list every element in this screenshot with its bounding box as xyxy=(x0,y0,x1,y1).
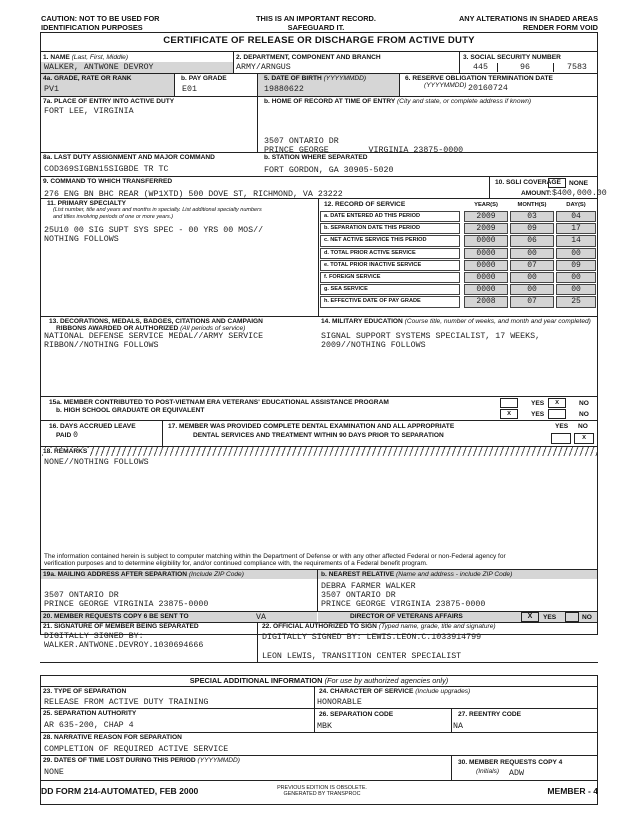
veap-yes-checkbox[interactable] xyxy=(500,398,518,408)
leave-label: 16. DAYS ACCRUED LEAVE xyxy=(49,423,136,430)
dental-no-label: NO xyxy=(578,423,588,430)
ssn-part-a: 445 xyxy=(473,63,488,72)
station-value: FORT GORDON, GA 30905-5020 xyxy=(264,166,394,175)
remarks-hatch xyxy=(41,447,597,456)
service-day-cell: 17 xyxy=(556,223,596,234)
service-day-cell: 09 xyxy=(556,260,596,271)
service-row-label: c. NET ACTIVE SERVICE THIS PERIOD xyxy=(320,235,460,246)
mailing-address-label: 19a. MAILING ADDRESS AFTER SEPARATION (Include ZIP Code) xyxy=(43,571,244,578)
service-row-label: f. FOREIGN SERVICE xyxy=(320,272,460,283)
caution-text: CAUTION: NOT TO BE USED FOR IDENTIFICATION PURPOSES xyxy=(41,14,160,32)
service-day-cell: 00 xyxy=(556,248,596,259)
copy-designation: MEMBER - 4 xyxy=(547,786,598,796)
entry-place-label: 7a. PLACE OF ENTRY INTO ACTIVE DUTY xyxy=(43,98,175,105)
service-day-cell: 14 xyxy=(556,235,596,246)
special-info-title: SPECIAL ADDITIONAL INFORMATION (For use by authorized agencies only) xyxy=(189,676,449,685)
ssn-part-b: 96 xyxy=(520,63,530,72)
service-month-cell: 06 xyxy=(510,235,554,246)
alterations-text: ANY ALTERATIONS IN SHADED AREAS RENDER FORM VOID xyxy=(458,14,598,32)
service-year-cell: 2008 xyxy=(464,296,508,307)
relative-line3: PRINCE GEORGE VIRGINIA 23875-0000 xyxy=(321,600,486,609)
copy6-yes-checkbox[interactable]: X xyxy=(521,612,539,622)
mailing-address-line2: PRINCE GEORGE VIRGINIA 23875-0000 xyxy=(44,600,209,609)
dental-yes-checkbox[interactable] xyxy=(551,433,571,444)
narrative-label: 28. NARRATIVE REASON FOR SEPARATION xyxy=(43,734,182,741)
reserve-label: 6. RESERVE OBLIGATION TERMINATION DATE xyxy=(405,75,553,82)
copy6-yes-label: YES xyxy=(543,614,557,621)
service-year-cell: 0000 xyxy=(464,260,508,271)
sep-code-value: MBK xyxy=(317,722,332,731)
service-year-cell: 0000 xyxy=(464,248,508,259)
remarks-value: NONE//NOTHING FOLLOWS xyxy=(44,458,149,467)
education-line2: 2009//NOTHING FOLLOWS xyxy=(321,341,426,350)
member-signature-label: 21. SIGNATURE OF MEMBER BEING SEPARATED xyxy=(43,623,199,630)
grade-label: 4a. GRADE, RATE OR RANK xyxy=(43,75,132,82)
ssn-part-c: 7583 xyxy=(567,63,587,72)
service-row-label: h. EFFECTIVE DATE OF PAY GRADE xyxy=(320,296,460,307)
official-line1: DIGITALLY SIGNED BY: LEWIS.LEON.C.1033914799 xyxy=(262,633,482,642)
reentry-value: NA xyxy=(453,722,463,731)
separation-type-value: RELEASE FROM ACTIVE DUTY TRAINING xyxy=(44,698,209,707)
copy4-hint: (Initials) xyxy=(476,768,500,775)
veap-no-label: NO xyxy=(579,400,589,407)
veap-no-checkbox[interactable]: X xyxy=(548,398,566,408)
record-of-service xyxy=(318,199,598,317)
time-lost-label: 29. DATES OF TIME LOST DURING THIS PERIOD (YYYYMMDD) xyxy=(43,757,240,764)
pay-grade-label: b. PAY GRADE xyxy=(181,75,227,82)
dental-yes-label: YES xyxy=(555,423,569,430)
record-of-service-title: 12. RECORD OF SERVICE xyxy=(324,201,406,208)
copy4-label: 30. MEMBER REQUESTS COPY 4 xyxy=(458,759,563,766)
service-row-label: e. TOTAL PRIOR INACTIVE SERVICE xyxy=(320,260,460,271)
official-label: 22. OFFICIAL AUTHORIZED TO SIGN (Typed name, grade, title and signature) xyxy=(262,623,496,630)
dental-no-checkbox[interactable]: X xyxy=(574,433,594,444)
copy6-value: VA xyxy=(256,613,266,622)
copy4-value: ADW xyxy=(509,769,524,778)
education-line1: SIGNAL SUPPORT SYSTEMS SPECIALIST, 17 WEEKS, xyxy=(321,332,541,341)
character-value: HONORABLE xyxy=(317,698,362,707)
specialty-line1: 25U10 00 SIG SUPT SYS SPEC - 00 YRS 00 MOS// xyxy=(44,226,264,235)
specialty-line2: NOTHING FOLLOWS xyxy=(44,235,119,244)
sep-code-label: 26. SEPARATION CODE xyxy=(319,711,394,718)
official-line2: LEON LEWIS, TRANSITION CENTER SPECIALIST xyxy=(262,652,462,661)
decorations-line1: NATIONAL DEFENSE SERVICE MEDAL//ARMY SERVICE xyxy=(44,332,264,341)
service-month-cell: 09 xyxy=(510,223,554,234)
service-year-cell: 2009 xyxy=(464,211,508,222)
education-label: 14. MILITARY EDUCATION (Course title, number of weeks, and month and year completed) xyxy=(321,318,591,325)
authority-value: AR 635-200, CHAP 4 xyxy=(44,721,134,730)
decorations-label: 13. DECORATIONS, MEDALS, BADGES, CITATIONS AND CAMPAIGN xyxy=(49,318,263,325)
service-row-label: d. TOTAL PRIOR ACTIVE SERVICE xyxy=(320,248,460,259)
service-month-cell: 07 xyxy=(510,260,554,271)
pay-grade-value: E01 xyxy=(182,85,197,94)
service-month-cell: 00 xyxy=(510,248,554,259)
department-label: 2. DEPARTMENT, COMPONENT AND BRANCH xyxy=(236,54,381,61)
time-lost-value: NONE xyxy=(44,768,64,777)
hs-yes-label: YES xyxy=(531,411,545,418)
sgli-none-checkbox[interactable] xyxy=(548,178,566,188)
grade-value: PV1 xyxy=(44,85,59,94)
reserve-value: 20160724 xyxy=(468,84,508,93)
col-day: DAY(S) xyxy=(566,202,586,208)
ssn-value xyxy=(463,63,596,73)
veap-label: 15a. MEMBER CONTRIBUTED TO POST-VIETNAM ERA VETERANS' EDUCATIONAL ASSISTANCE PROGRAM xyxy=(49,399,389,406)
form-title: CERTIFICATE OF RELEASE OR DISCHARGE FROM ACTIVE DUTY xyxy=(163,35,475,46)
service-row-label: b. SEPARATION DATE THIS PERIOD xyxy=(320,223,460,234)
relative-line2: 3507 ONTARIO DR xyxy=(321,591,396,600)
department-value: ARMY/ARNGUS xyxy=(236,63,291,72)
home-record-label: b. HOME OF RECORD AT TIME OF ENTRY (City and state, or complete address if known) xyxy=(264,98,532,105)
ssn-label: 3. SOCIAL SECURITY NUMBER xyxy=(463,54,561,61)
service-year-cell: 0000 xyxy=(464,272,508,283)
hs-no-checkbox[interactable] xyxy=(548,409,566,419)
relative-label: b. NEAREST RELATIVE (Name and address - include ZIP Code) xyxy=(321,571,513,578)
service-day-cell: 00 xyxy=(556,272,596,283)
narrative-value: COMPLETION OF REQUIRED ACTIVE SERVICE xyxy=(44,745,229,754)
service-month-cell: 07 xyxy=(510,296,554,307)
sgli-amount-value: $400,000.00 xyxy=(552,189,607,198)
relative-line1: DEBRA FARMER WALKER xyxy=(321,582,416,591)
home-record-line2: PRINCE GEORGE VIRGINIA 23875-0000 xyxy=(264,146,464,155)
member-signature-line2: WALKER.ANTWONE.DEVROY.1030694666 xyxy=(44,641,204,650)
member-signature-line1: DIGITALLY SIGNED BY: xyxy=(44,632,144,641)
command-label: 9. COMMAND TO WHICH TRANSFERRED xyxy=(43,178,173,185)
dob-label: 5. DATE OF BIRTH (YYYYMMDD) xyxy=(264,75,367,82)
divider xyxy=(40,51,598,52)
specialty-hint: (List number, title and years and months in specialty. List additional specialty numbers and titles involving periods of one or more years.) xyxy=(53,207,262,220)
dob-value: 19880622 xyxy=(264,85,304,94)
separation-type-label: 23. TYPE OF SEPARATION xyxy=(43,688,127,695)
dental-label-2: DENTAL SERVICES AND TREATMENT WITHIN 90 DAYS PRIOR TO SEPARATION xyxy=(193,432,444,439)
character-label: 24. CHARACTER OF SERVICE (Include upgrades) xyxy=(319,688,471,695)
command-value: 276 ENG BN BHC REAR (WP1XTD) 500 DOVE ST, RICHMOND, VA 23222 xyxy=(44,190,343,199)
sgli-label: 10. SGLI COVERAGE xyxy=(495,179,561,186)
veterans-affairs-label: DIRECTOR OF VETERANS AFFAIRS xyxy=(350,613,463,620)
station-label: b. STATION WHERE SEPARATED xyxy=(264,154,368,161)
last-duty-label: 8a. LAST DUTY ASSIGNMENT AND MAJOR COMMAND xyxy=(43,154,215,161)
high-school-label: b. HIGH SCHOOL GRADUATE OR EQUIVALENT xyxy=(56,407,205,414)
hs-yes-checkbox[interactable]: X xyxy=(500,409,518,419)
name-label: 1. NAME (Last, First, Middle) xyxy=(43,54,129,61)
sgli-none-label: NONE xyxy=(569,180,589,187)
reentry-label: 27. REENTRY CODE xyxy=(458,711,522,718)
copy6-no-checkbox[interactable] xyxy=(565,612,579,622)
leave-paid-label: PAID 0 xyxy=(56,431,78,440)
privacy-notice: The information contained herein is subject to computer matching within the Department of Defense or with any other affected Federal or non-Federal agency for verification purposes and to determine eligibility for, and/or continued compliance with, the requirements of a Federal benefit program. xyxy=(44,553,506,568)
remarks-label: 18. REMARKS xyxy=(43,448,90,456)
reserve-hint: (YYYYMMDD) xyxy=(424,82,467,89)
service-day-cell: 04 xyxy=(556,211,596,222)
decorations-label-2: RIBBONS AWARDED OR AUTHORIZED (All periods of service) xyxy=(56,325,246,332)
service-day-cell: 00 xyxy=(556,284,596,295)
service-row-label: g. SEA SERVICE xyxy=(320,284,460,295)
service-year-cell: 0000 xyxy=(464,235,508,246)
edition-note: PREVIOUS EDITION IS OBSOLETE. GENERATED BY TRANSPROC xyxy=(277,785,367,798)
name-value: WALKER, ANTWONE DEVROY xyxy=(44,63,154,72)
important-text: THIS IS AN IMPORTANT RECORD. SAFEGUARD IT. xyxy=(256,14,376,32)
service-month-cell: 03 xyxy=(510,211,554,222)
service-year-cell: 2009 xyxy=(464,223,508,234)
col-month: MONTH(S) xyxy=(517,202,547,208)
service-month-cell: 00 xyxy=(510,284,554,295)
col-year: YEAR(S) xyxy=(474,202,498,208)
mailing-address-line1: 3507 ONTARIO DR xyxy=(44,591,119,600)
service-year-cell: 0000 xyxy=(464,284,508,295)
entry-place-value: FORT LEE, VIRGINIA xyxy=(44,107,134,116)
copy6-label: 20. MEMBER REQUESTS COPY 6 BE SENT TO xyxy=(43,613,189,620)
service-month-cell: 00 xyxy=(510,272,554,283)
hs-no-label: NO xyxy=(579,411,589,418)
authority-label: 25. SEPARATION AUTHORITY xyxy=(43,710,137,717)
sgli-amount-label: AMOUNT: xyxy=(521,190,552,197)
decorations-line2: RIBBON//NOTHING FOLLOWS xyxy=(44,341,159,350)
last-duty-value: COD369SIGBN15SIGBDE TR TC xyxy=(44,165,169,174)
service-day-cell: 25 xyxy=(556,296,596,307)
dental-label: 17. MEMBER WAS PROVIDED COMPLETE DENTAL EXAMINATION AND ALL APPROPRIATE xyxy=(168,423,455,430)
form-number: DD FORM 214-AUTOMATED, FEB 2000 xyxy=(41,786,199,796)
veap-yes-label: YES xyxy=(531,400,545,407)
specialty-label: 11. PRIMARY SPECIALTY xyxy=(47,200,127,207)
service-row-label: a. DATE ENTERED AD THIS PERIOD xyxy=(320,211,460,222)
home-record-line1: 3507 ONTARIO DR xyxy=(264,137,339,146)
copy6-no-label: NO xyxy=(582,614,592,621)
